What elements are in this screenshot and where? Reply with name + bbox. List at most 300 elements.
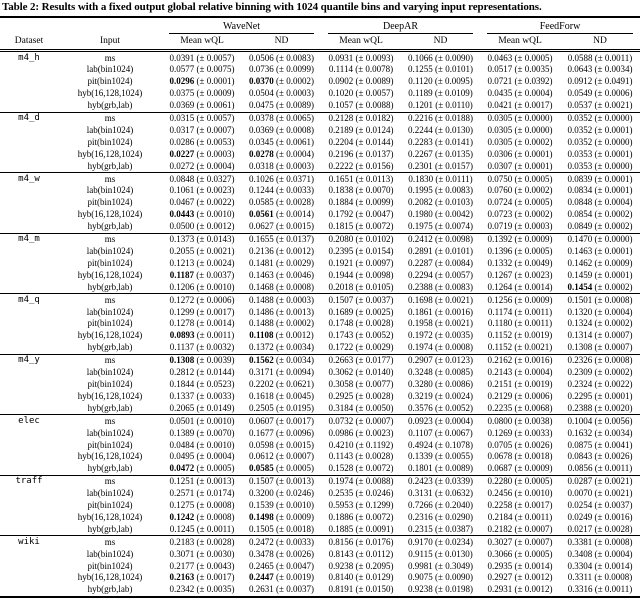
- metric-value: 0.1372: [249, 342, 274, 353]
- metric-cell: 0.0577 (± 0.0075): [169, 64, 235, 75]
- metric-value: 0.2812: [169, 367, 195, 378]
- metric-value: 0.3071: [169, 548, 195, 559]
- metric-value: 0.2177: [169, 560, 195, 571]
- metric-value: 0.0723: [487, 209, 513, 220]
- dataset-name: m4_w: [18, 173, 40, 184]
- metric-value: 0.1463: [249, 269, 274, 280]
- metric-value: 0.0577: [169, 64, 195, 75]
- metric-value: 0.0549: [567, 88, 593, 99]
- header-spacer: [0, 18, 58, 34]
- metric-value: 0.1722: [328, 342, 354, 353]
- dataset-name: traff: [15, 476, 43, 487]
- metric-value: 0.1152: [487, 342, 513, 353]
- metric-cell: 0.2812 (± 0.0144): [169, 367, 235, 378]
- metric-value: 0.1026: [249, 173, 274, 184]
- metric-value: 0.3576: [408, 402, 433, 413]
- metric-cell: 0.1463 (± 0.0046): [249, 269, 314, 280]
- metric-cell: 0.0375 (± 0.0009): [169, 88, 235, 99]
- metric-value: 0.8156: [328, 536, 354, 547]
- metric-value: 0.2388: [408, 281, 433, 292]
- col-header-feedforw-nd: ND: [593, 36, 607, 46]
- metric-cell: 0.2065 (± 0.0149): [169, 402, 235, 413]
- metric-value: 0.0475: [249, 100, 274, 111]
- metric-value: 0.0912: [567, 76, 593, 87]
- col-header-feedforw-mean-wql: Mean wQL: [498, 36, 542, 46]
- metric-value: 0.0893: [169, 330, 195, 341]
- input-representation-label: lab(bin1024): [86, 306, 134, 317]
- metric-cell: 0.2907 (± 0.0123): [408, 355, 473, 366]
- metric-cell: 0.1272 (± 0.0006): [169, 294, 235, 305]
- metric-value: 0.1995: [408, 185, 433, 196]
- metric-cell: 0.0305 (± 0.0000): [487, 113, 553, 124]
- metric-cell: 0.0705 (± 0.0026): [487, 439, 553, 450]
- metric-value: 0.2315: [408, 523, 433, 534]
- metric-value: 0.3062: [328, 367, 354, 378]
- metric-value: 0.0421: [487, 100, 513, 111]
- metric-value: 0.1152: [487, 330, 513, 341]
- metric-cell: 0.0724 (± 0.0005): [487, 197, 553, 208]
- metric-value: 0.2324: [567, 378, 593, 389]
- dataset-block-m4_q: [0, 294, 640, 355]
- metric-value: 0.9170: [408, 536, 433, 547]
- input-representation-label: lab(bin1024): [86, 124, 134, 135]
- metric-cell: 0.2663 (± 0.0177): [328, 355, 394, 366]
- metric-value: 0.0750: [487, 173, 513, 184]
- metric-cell: 0.2935 (± 0.0014): [487, 560, 553, 571]
- metric-cell: 0.0506 (± 0.0083): [249, 52, 314, 63]
- input-representation-label: ms: [104, 52, 116, 63]
- metric-cell: 0.0317 (± 0.0007): [169, 124, 235, 135]
- metric-value: 0.1108: [249, 330, 274, 341]
- metric-value: 0.1618: [249, 390, 274, 401]
- metric-cell: 0.8140 (± 0.0129): [328, 572, 394, 583]
- metric-cell: 0.0369 (± 0.0008): [249, 124, 314, 135]
- metric-cell: 0.0352 (± 0.0000): [567, 136, 633, 147]
- input-representation-label: ms: [104, 536, 116, 547]
- metric-cell: 0.0875 (± 0.0041): [567, 439, 633, 450]
- table-row: [0, 342, 640, 354]
- metric-value: 0.1632: [567, 427, 593, 438]
- metric-cell: 0.0504 (± 0.0003): [249, 88, 314, 99]
- table-row: [0, 209, 640, 221]
- metric-cell: 0.2465 (± 0.0047): [249, 560, 314, 571]
- metric-cell: 0.3304 (± 0.0014): [567, 560, 633, 571]
- table-row: [0, 318, 640, 330]
- metric-cell: 0.0760 (± 0.0002): [487, 185, 553, 196]
- metric-value: 0.1885: [328, 523, 354, 534]
- table-row: [0, 560, 640, 572]
- metric-cell: 0.8143 (± 0.0112): [328, 548, 394, 559]
- table-row: [0, 233, 640, 245]
- metric-cell: 0.2301 (± 0.0157): [408, 160, 473, 171]
- input-representation-label: hyb(16,128,1024): [77, 148, 143, 159]
- metric-value: 0.2018: [328, 281, 354, 292]
- metric-value: 0.1972: [408, 330, 433, 341]
- metric-cell: 0.2280 (± 0.0005): [487, 476, 553, 487]
- table-row: [0, 221, 640, 233]
- metric-cell: 0.1201 (± 0.0110): [408, 100, 473, 111]
- metric-cell: 0.1454 (± 0.0002): [567, 281, 633, 292]
- input-representation-label: pit(bin1024): [87, 197, 133, 208]
- metric-value: 0.2162: [487, 355, 513, 366]
- metric-value: 0.1801: [408, 463, 433, 474]
- metric-cell: 0.1539 (± 0.0010): [249, 500, 314, 511]
- table-row: [0, 306, 640, 318]
- table-row: [0, 76, 640, 88]
- metric-value: 0.0435: [487, 88, 513, 99]
- input-representation-label: hyb(grb,lab): [87, 523, 133, 534]
- metric-value: 0.0467: [169, 197, 195, 208]
- input-representation-label: pit(bin1024): [87, 378, 133, 389]
- metric-value: 0.0843: [567, 451, 593, 462]
- metric-value: 0.0318: [249, 160, 274, 171]
- metric-cell: 0.0307 (± 0.0001): [487, 160, 553, 171]
- col-header-deepar-mean-wql: Mean wQL: [339, 36, 383, 46]
- table-row: [0, 160, 640, 172]
- metric-value: 0.1974: [328, 476, 354, 487]
- metric-cell: 0.0678 (± 0.0018): [487, 451, 553, 462]
- metric-value: 0.1501: [567, 294, 593, 305]
- table-row: [0, 572, 640, 584]
- metric-cell: 0.2309 (± 0.0002): [567, 367, 633, 378]
- metric-value: 0.2447: [249, 572, 274, 583]
- metric-value: 0.0305: [487, 136, 513, 147]
- metric-cell: 0.1187 (± 0.0037): [169, 269, 235, 280]
- input-representation-label: hyb(grb,lab): [87, 463, 133, 474]
- metric-value: 0.1677: [249, 427, 274, 438]
- col-header-deepar-nd: ND: [433, 36, 448, 46]
- metric-cell: 0.1507 (± 0.0013): [249, 476, 314, 487]
- metric-value: 0.0902: [328, 76, 354, 87]
- table-row: [0, 330, 640, 342]
- table-row: [0, 100, 640, 112]
- metric-cell: 0.1844 (± 0.0523): [169, 378, 235, 389]
- input-representation-label: ms: [104, 355, 116, 366]
- metric-value: 0.0854: [567, 209, 593, 220]
- metric-cell: 0.0750 (± 0.0005): [487, 173, 553, 184]
- input-representation-label: hyb(grb,lab): [87, 584, 133, 595]
- metric-cell: 0.1488 (± 0.0002): [249, 318, 314, 329]
- metric-cell: 0.1332 (± 0.0049): [487, 257, 553, 268]
- metric-value: 0.3316: [567, 584, 593, 595]
- metric-value: 0.2907: [408, 355, 433, 366]
- input-representation-label: pit(bin1024): [87, 439, 133, 450]
- metric-cell: 0.1486 (± 0.0013): [249, 306, 314, 317]
- input-representation-label: lab(bin1024): [86, 548, 134, 559]
- table-row: [0, 112, 640, 124]
- metric-cell: 0.2163 (± 0.0017): [169, 572, 235, 583]
- table-row: [0, 246, 640, 258]
- metric-value: 0.1245: [169, 523, 195, 534]
- metric-value: 0.2326: [567, 355, 593, 366]
- metric-cell: 0.0306 (± 0.0001): [487, 148, 553, 159]
- table-row: [0, 124, 640, 136]
- metric-cell: 0.0500 (± 0.0012): [169, 221, 235, 232]
- metric-value: 0.0352: [567, 124, 593, 135]
- table-row: [0, 427, 640, 439]
- dataset-block-traff: [0, 475, 640, 536]
- metric-value: 0.1020: [328, 88, 354, 99]
- dataset-name: m4_d: [18, 113, 40, 124]
- input-representation-label: lab(bin1024): [86, 427, 134, 438]
- metric-cell: 0.0627 (± 0.0015): [249, 221, 314, 232]
- metric-value: 0.0305: [487, 124, 513, 135]
- metric-cell: 0.3131 (± 0.0632): [408, 488, 473, 499]
- metric-value: 0.1269: [487, 427, 513, 438]
- metric-value: 0.0856: [567, 463, 593, 474]
- metric-cell: 0.9170 (± 0.0234): [408, 536, 473, 547]
- metric-cell: 0.0986 (± 0.0023): [328, 427, 394, 438]
- metric-cell: 0.0719 (± 0.0003): [487, 221, 553, 232]
- metric-cell: 0.0561 (± 0.0014): [249, 209, 314, 220]
- metric-value: 0.2663: [328, 355, 354, 366]
- metric-cell: 0.1278 (± 0.0014): [169, 318, 235, 329]
- metric-value: 0.1308: [567, 342, 593, 353]
- input-representation-label: pit(bin1024): [87, 76, 133, 87]
- metric-value: 0.3478: [249, 548, 274, 559]
- metric-value: 0.0272: [169, 160, 195, 171]
- metric-cell: 0.1020 (± 0.0057): [328, 88, 394, 99]
- metric-cell: 0.1958 (± 0.0021): [408, 318, 473, 329]
- metric-cell: 0.0463 (± 0.0005): [487, 52, 553, 63]
- metric-cell: 0.2182 (± 0.0007): [487, 523, 553, 534]
- metric-value: 0.1463: [567, 246, 593, 256]
- metric-value: 0.1980: [408, 209, 433, 220]
- metric-cell: 0.0353 (± 0.0001): [567, 148, 633, 159]
- metric-value: 0.1120: [408, 76, 433, 87]
- metric-cell: 0.2927 (± 0.0012): [487, 572, 553, 583]
- metric-cell: 0.1498 (± 0.0009): [249, 511, 314, 522]
- metric-value: 0.2456: [487, 488, 513, 499]
- table-row: [0, 500, 640, 512]
- table-row: [0, 173, 640, 185]
- metric-value: 0.1488: [249, 294, 274, 305]
- metric-value: 0.2151: [487, 378, 513, 389]
- metric-cell: 0.0249 (± 0.0016): [567, 511, 633, 522]
- metric-cell: 0.1396 (± 0.0005): [487, 246, 553, 256]
- metric-value: 0.0070: [567, 488, 593, 499]
- table-row: [0, 402, 640, 414]
- col-group-wavenet: WaveNet: [162, 18, 321, 34]
- metric-value: 0.1278: [169, 318, 195, 329]
- metric-cell: 0.2189 (± 0.0124): [328, 124, 394, 135]
- metric-cell: 0.2571 (± 0.0174): [169, 488, 235, 499]
- metric-value: 0.1459: [567, 269, 593, 280]
- metric-cell: 0.1980 (± 0.0042): [408, 209, 473, 220]
- metric-value: 0.1792: [328, 209, 354, 220]
- metric-value: 0.0678: [487, 451, 513, 462]
- col-group-feedforw: FeedForw: [480, 18, 640, 34]
- input-representation-label: hyb(grb,lab): [87, 402, 133, 413]
- metric-value: 0.0931: [328, 52, 354, 63]
- input-representation-label: hyb(16,128,1024): [77, 209, 143, 220]
- metric-value: 0.0484: [169, 439, 195, 450]
- metric-cell: 0.1206 (± 0.0010): [169, 281, 235, 292]
- metric-cell: 0.1152 (± 0.0019): [487, 330, 553, 341]
- metric-header-row: [0, 34, 640, 50]
- metric-value: 0.1299: [169, 306, 195, 317]
- metric-value: 0.0249: [567, 511, 593, 522]
- metric-value: 0.1651: [328, 173, 354, 184]
- metric-cell: 0.1299 (± 0.0017): [169, 306, 235, 317]
- input-representation-label: hyb(16,128,1024): [77, 390, 143, 401]
- dataset-name: elec: [18, 415, 40, 426]
- metric-value: 0.3248: [408, 367, 433, 378]
- metric-value: 0.8140: [328, 572, 354, 583]
- table-row: [0, 451, 640, 463]
- metric-value: 0.3304: [567, 560, 593, 571]
- table-header: [0, 18, 640, 52]
- metric-value: 0.3171: [249, 367, 274, 378]
- metric-value: 0.2342: [169, 584, 195, 595]
- metric-value: 0.2287: [408, 257, 433, 268]
- metric-value: 0.2283: [408, 136, 433, 147]
- metric-value: 0.1815: [328, 221, 354, 232]
- metric-cell: 0.3478 (± 0.0026): [249, 548, 314, 559]
- metric-value: 0.0353: [567, 148, 593, 159]
- table-row: [0, 367, 640, 379]
- metric-cell: 0.1320 (± 0.0004): [567, 306, 633, 317]
- metric-cell: 0.1944 (± 0.0098): [328, 269, 394, 280]
- metric-value: 0.1061: [169, 185, 195, 196]
- metric-value: 0.1107: [408, 427, 433, 438]
- metric-cell: 0.0856 (± 0.0011): [567, 463, 633, 474]
- input-representation-label: hyb(grb,lab): [87, 342, 133, 353]
- metric-cell: 0.3219 (± 0.0024): [408, 390, 473, 401]
- metric-value: 0.0643: [567, 64, 593, 75]
- metric-cell: 0.0549 (± 0.0006): [567, 88, 633, 99]
- metric-cell: 0.0472 (± 0.0005): [169, 463, 235, 474]
- metric-cell: 0.2184 (± 0.0011): [487, 511, 553, 522]
- table-row: [0, 281, 640, 293]
- input-representation-label: pit(bin1024): [87, 500, 133, 511]
- metric-value: 0.2280: [487, 476, 513, 487]
- metric-value: 0.0317: [169, 124, 195, 135]
- metric-cell: 0.2931 (± 0.0012): [487, 584, 553, 595]
- metric-value: 0.2196: [328, 148, 354, 159]
- metric-value: 0.2163: [169, 572, 195, 583]
- metric-value: 0.0369: [249, 124, 274, 135]
- metric-value: 0.0369: [169, 100, 195, 111]
- metric-cell: 0.0278 (± 0.0004): [249, 148, 314, 159]
- input-representation-label: ms: [104, 476, 116, 487]
- metric-cell: 0.2196 (± 0.0137): [328, 148, 394, 159]
- metric-cell: 0.0353 (± 0.0000): [567, 160, 633, 171]
- metric-cell: 0.0923 (± 0.0004): [408, 415, 473, 426]
- metric-value: 0.1743: [328, 330, 354, 341]
- table-row: [0, 136, 640, 148]
- metric-cell: 0.0352 (± 0.0000): [567, 113, 633, 124]
- metric-value: 0.0839: [567, 173, 593, 184]
- metric-value: 0.2925: [328, 390, 354, 401]
- metric-cell: 0.1975 (± 0.0074): [408, 221, 473, 232]
- metric-value: 0.1255: [408, 64, 433, 75]
- metric-value: 0.0506: [249, 52, 274, 63]
- metric-cell: 0.1267 (± 0.0023): [487, 269, 553, 280]
- metric-value: 0.1462: [567, 257, 593, 268]
- dataset-name: m4_q: [18, 294, 40, 305]
- metric-value: 0.2082: [408, 197, 433, 208]
- metric-value: 0.1392: [487, 234, 513, 245]
- header-spacer: [58, 18, 162, 34]
- input-representation-label: hyb(grb,lab): [87, 281, 133, 292]
- metric-value: 0.0287: [567, 476, 593, 487]
- metric-cell: 0.2018 (± 0.0105): [328, 281, 394, 292]
- metric-value: 0.3311: [567, 572, 593, 583]
- metric-cell: 0.2395 (± 0.0154): [328, 246, 394, 256]
- metric-value: 0.2258: [487, 500, 513, 511]
- metric-cell: 0.2151 (± 0.0019): [487, 378, 553, 389]
- metric-cell: 0.0287 (± 0.0021): [567, 476, 633, 487]
- metric-value: 0.1264: [487, 281, 513, 292]
- metric-value: 0.2465: [249, 560, 274, 571]
- metric-cell: 0.2136 (± 0.0012): [249, 246, 314, 256]
- metric-cell: 0.1189 (± 0.0109): [408, 88, 473, 99]
- metric-cell: 0.1114 (± 0.0078): [328, 64, 394, 75]
- metric-cell: 0.2315 (± 0.0387): [408, 523, 473, 534]
- metric-cell: 0.1373 (± 0.0143): [169, 234, 235, 245]
- col-group-deepar: DeepAR: [321, 18, 480, 34]
- metric-cell: 0.0443 (± 0.0010): [169, 209, 235, 220]
- metric-cell: 0.3200 (± 0.0246): [249, 488, 314, 499]
- metric-cell: 0.1655 (± 0.0137): [249, 234, 314, 245]
- metric-cell: 0.0598 (± 0.0015): [249, 439, 314, 450]
- table-row: [0, 257, 640, 269]
- metric-value: 0.2423: [408, 476, 433, 487]
- metric-cell: 0.0854 (± 0.0002): [567, 209, 633, 220]
- input-representation-label: lab(bin1024): [86, 64, 134, 75]
- metric-value: 0.1974: [408, 342, 433, 353]
- metric-value: 0.2267: [408, 148, 433, 159]
- metric-cell: 0.2412 (± 0.0098): [408, 234, 473, 245]
- metric-cell: 0.1501 (± 0.0008): [567, 294, 633, 305]
- metric-value: 0.1337: [169, 390, 195, 401]
- table-row: [0, 64, 640, 76]
- metric-value: 0.1373: [169, 234, 195, 245]
- metric-cell: 0.1174 (± 0.0011): [487, 306, 553, 317]
- metric-value: 0.9238: [328, 560, 354, 571]
- metric-cell: 0.0254 (± 0.0037): [567, 500, 633, 511]
- metric-value: 0.2412: [408, 234, 433, 245]
- metric-value: 0.0800: [487, 415, 513, 426]
- metric-value: 0.2216: [408, 113, 433, 124]
- metric-cell: 0.2183 (± 0.0028): [169, 536, 235, 547]
- metric-cell: 0.5953 (± 0.1299): [328, 500, 394, 511]
- metric-cell: 0.1107 (± 0.0067): [408, 427, 473, 438]
- metric-value: 0.2235: [487, 402, 513, 413]
- metric-cell: 0.0834 (± 0.0001): [567, 185, 633, 196]
- metric-cell: 0.3576 (± 0.0052): [408, 402, 473, 413]
- metric-cell: 0.2128 (± 0.0182): [328, 113, 394, 124]
- metric-value: 0.1213: [169, 257, 195, 268]
- metric-value: 0.0986: [328, 427, 354, 438]
- metric-cell: 0.1463 (± 0.0001): [567, 246, 633, 256]
- metric-cell: 0.4210 (± 0.1192): [328, 439, 394, 450]
- metric-value: 0.2301: [408, 160, 433, 171]
- metric-cell: 0.1884 (± 0.0099): [328, 197, 394, 208]
- metric-value: 0.2183: [169, 536, 195, 547]
- metric-value: 0.1844: [169, 378, 195, 389]
- dataset-block-m4_d: [0, 112, 640, 173]
- dataset-name: wiki: [18, 536, 40, 547]
- metric-cell: 0.0849 (± 0.0002): [567, 221, 633, 232]
- metric-value: 0.1057: [328, 100, 354, 111]
- metric-value: 0.0724: [487, 197, 513, 208]
- metric-value: 0.0848: [567, 197, 593, 208]
- metric-value: 0.1256: [487, 294, 513, 305]
- metric-cell: 0.2082 (± 0.0103): [408, 197, 473, 208]
- metric-cell: 0.1143 (± 0.0028): [328, 451, 394, 462]
